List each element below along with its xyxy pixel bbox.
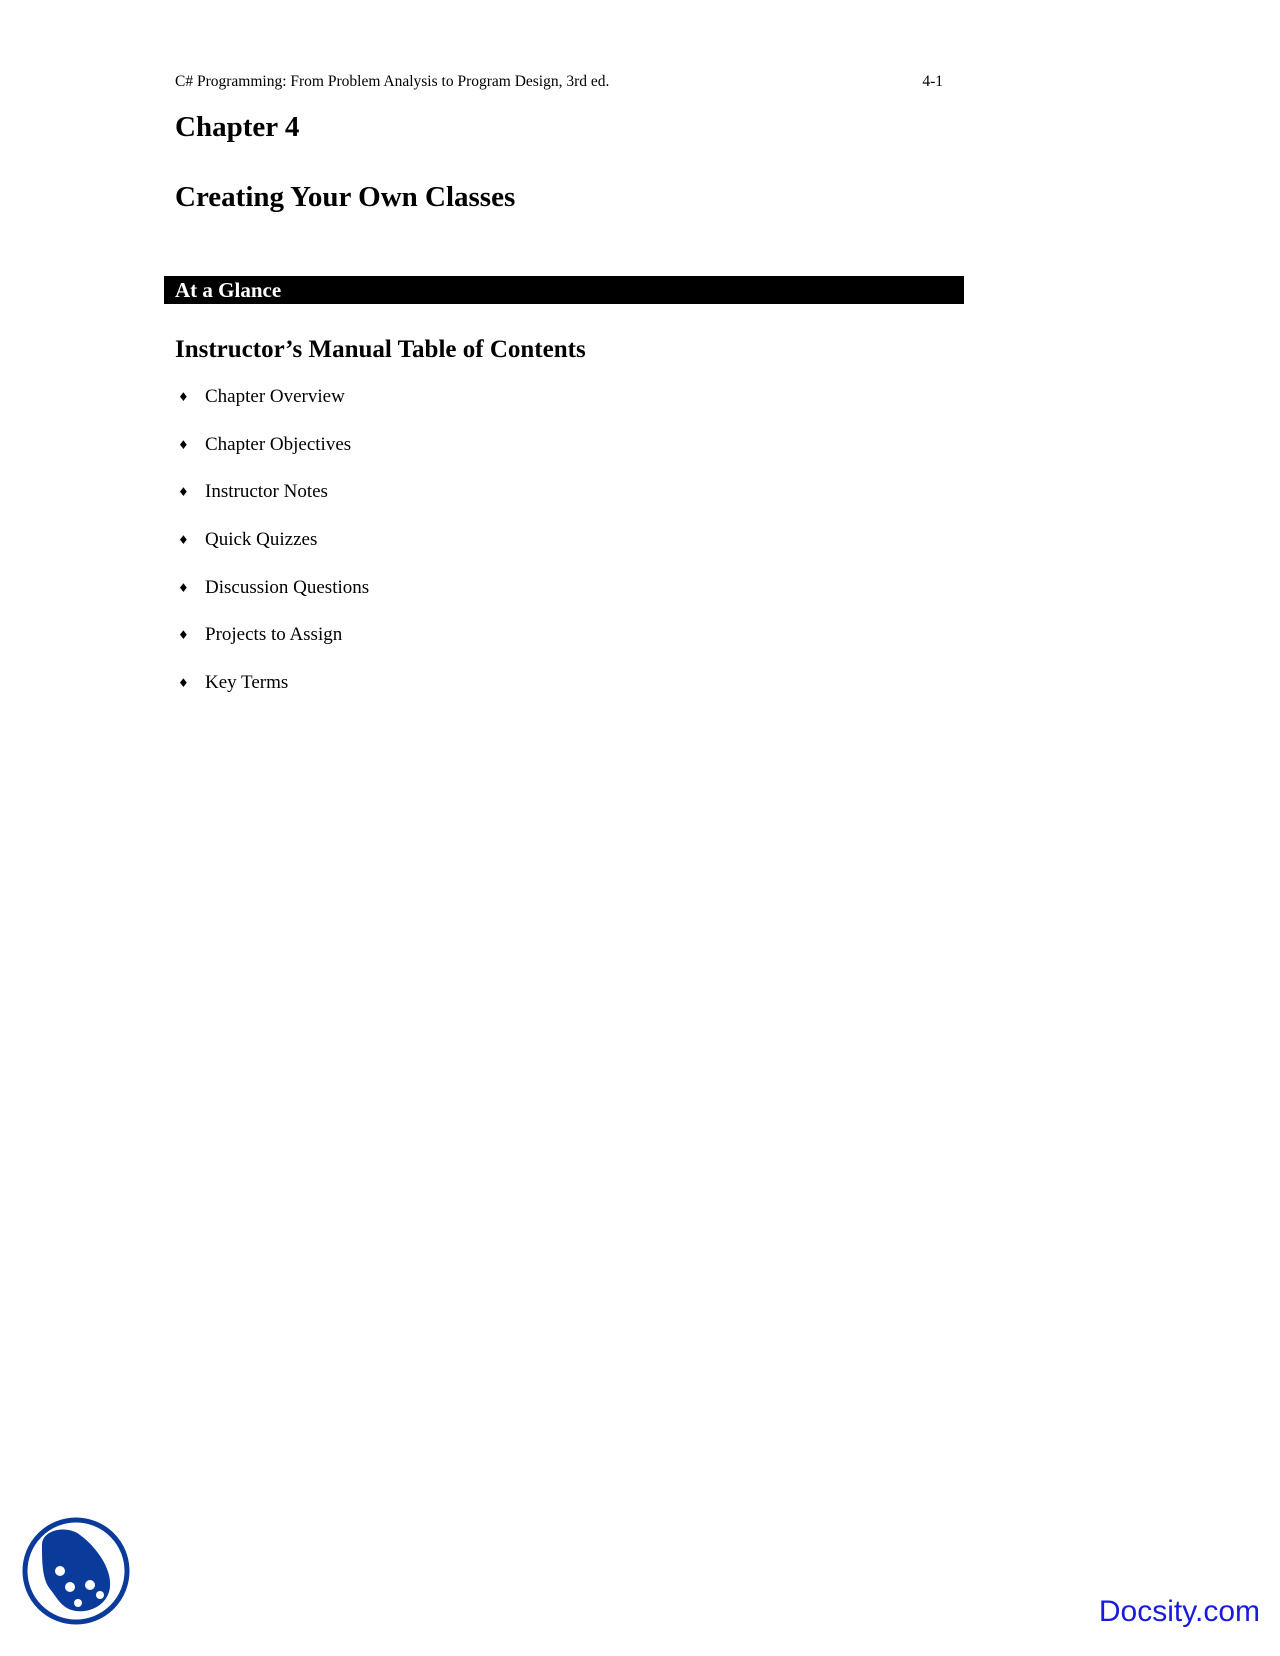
toc-item-label: Instructor Notes bbox=[205, 481, 328, 503]
toc-item-projects-to-assign bbox=[175, 623, 369, 671]
page-number: 4-1 bbox=[922, 73, 943, 90]
toc-item-key-terms bbox=[175, 671, 369, 719]
toc-item-label: Key Terms bbox=[205, 672, 289, 694]
toc-item-discussion-questions bbox=[175, 576, 369, 624]
toc-item-label: Chapter Overview bbox=[205, 386, 345, 407]
chapter-label: Chapter 4 bbox=[175, 111, 300, 143]
toc-item-instructor-notes bbox=[175, 480, 369, 528]
diamond-bullet-icon: ♦ bbox=[178, 628, 189, 643]
toc-item-chapter-objectives bbox=[175, 433, 369, 481]
toc-item-quick-quizzes bbox=[175, 528, 369, 576]
at-a-glance-banner: At a Glance bbox=[164, 276, 964, 304]
toc-heading: Instructor’s Manual Table of Contents bbox=[175, 336, 586, 363]
toc-item-label: Quick Quizzes bbox=[205, 529, 318, 551]
diamond-bullet-icon: ♦ bbox=[178, 390, 189, 404]
chapter-title: Creating Your Own Classes bbox=[175, 181, 516, 213]
diamond-bullet-icon: ♦ bbox=[178, 676, 189, 691]
toc-item-label: Discussion Questions bbox=[205, 576, 370, 598]
diamond-bullet-icon: ♦ bbox=[178, 485, 189, 500]
diamond-bullet-icon: ♦ bbox=[178, 533, 189, 548]
docsity-brand-link[interactable]: Docsity.com bbox=[1098, 1595, 1260, 1628]
running-header bbox=[175, 73, 943, 91]
toc-item-label: Projects to Assign bbox=[205, 624, 343, 646]
diamond-bullet-icon: ♦ bbox=[178, 580, 189, 595]
diamond-bullet-icon: ♦ bbox=[178, 437, 189, 452]
toc-item-chapter-overview bbox=[175, 385, 369, 433]
docsity-logo-icon[interactable] bbox=[20, 1515, 132, 1627]
toc-list bbox=[175, 385, 369, 719]
toc-item-label: Chapter Objectives bbox=[205, 433, 352, 455]
book-title: C# Programming: From Problem Analysis to Program Design, 3rd ed. bbox=[175, 73, 610, 90]
